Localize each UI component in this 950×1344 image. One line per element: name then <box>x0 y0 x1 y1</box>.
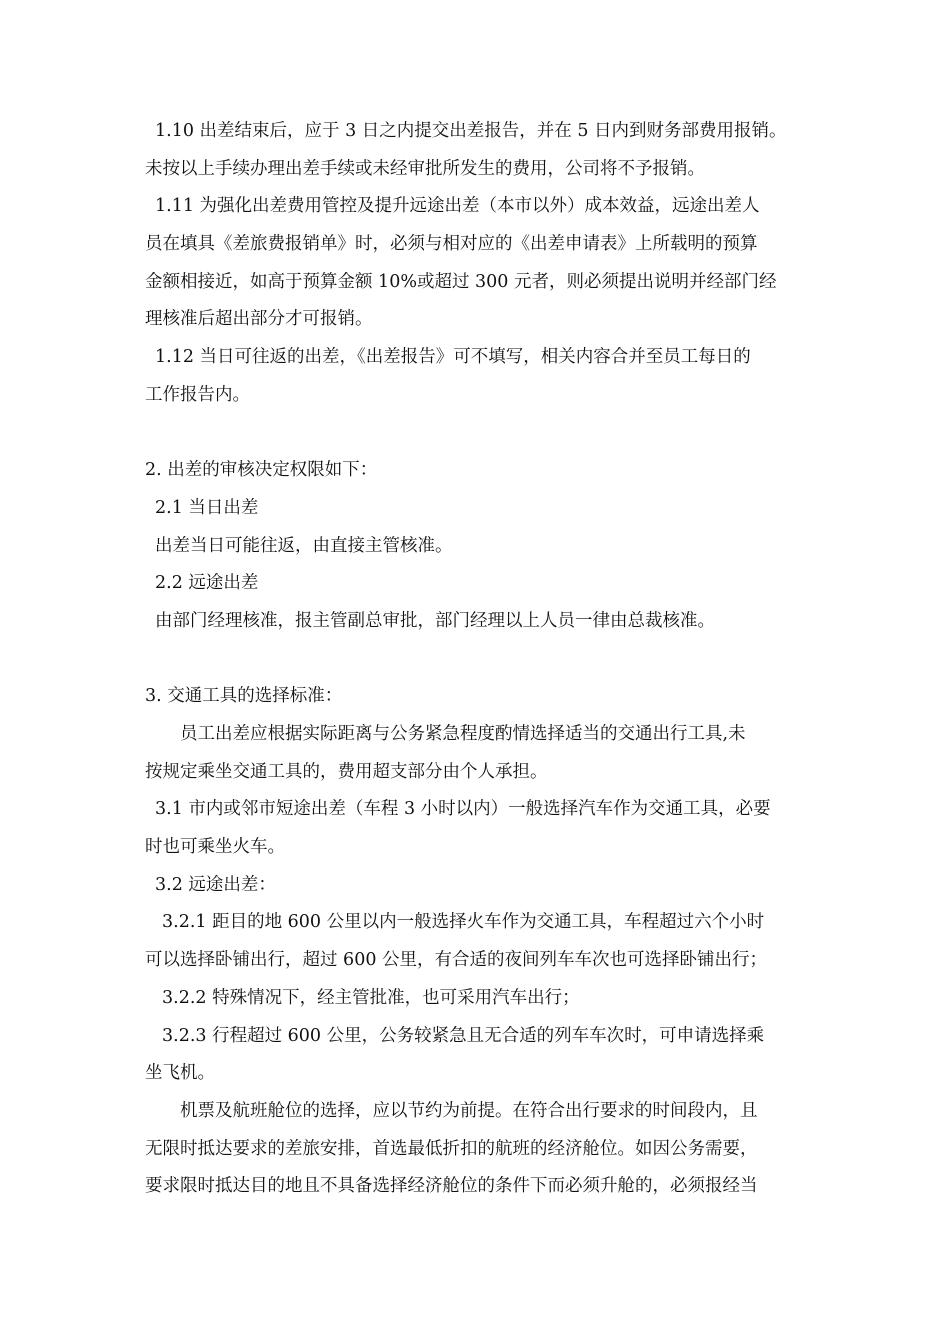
text-line: 工作报告内。 <box>145 384 250 405</box>
text-line: 机票及航班舱位的选择，应以节约为前提。在符合出行要求的时间段内，且 <box>180 1100 758 1121</box>
text-line: 3.2 远途出差： <box>155 874 276 895</box>
text-line: 员工出差应根据实际距离与公务紧急程度酌情选择适当的交通出行工具,未 <box>180 724 746 744</box>
text-line: 由部门经理核准，报主管副总审批，部门经理以上人员一律由总裁核准。 <box>155 610 715 631</box>
text-line: 员在填具《差旅费报销单》时，必须与相对应的《出差申请表》上所载明的预算 <box>145 234 758 255</box>
text-line: 1.11 为强化出差费用管控及提升远途出差（本市以外）成本效益，远途出差人 <box>155 196 760 217</box>
text-line: 3.2.2 特殊情况下，经主管批准，也可采用汽车出行； <box>162 987 580 1008</box>
paragraph-gap <box>145 641 805 679</box>
text-line: 1.12 当日可往返的出差，《出差报告》可不填写，相关内容合并至员工每日的 <box>155 347 751 368</box>
text-line: 金额相接近，如高于预算金额 10%或超过 300 元者，则必须提出说明并经部门经 <box>145 271 777 292</box>
text-line: 可以选择卧铺出行，超过 600 公里，有合适的夜间列车车次也可选择卧铺出行； <box>145 950 768 971</box>
text-line: 2.2 远途出差 <box>155 573 259 594</box>
text-line: 3.2.3 行程超过 600 公里，公务较紧急且无合适的列车车次时，可申请选择乘 <box>162 1025 765 1046</box>
text-line: 时也可乘坐火车。 <box>145 837 285 858</box>
text-line: 要求限时抵达目的地且不具备选择经济舱位的条件下而必须升舱的，必须报经当 <box>145 1176 758 1197</box>
text-line: 无限时抵达要求的差旅安排，首选最低折扣的航班的经济舱位。如因公务需要， <box>145 1138 758 1159</box>
text-line: 未按以上手续办理出差手续或未经审批所发生的费用，公司将不予报销。 <box>145 158 705 179</box>
text-line: 2. 出差的审核决定权限如下： <box>145 460 378 481</box>
text-line: 出差当日可能往返，由直接主管核准。 <box>155 535 453 556</box>
text-line: 3. 交通工具的选择标准： <box>145 686 343 707</box>
text-line: 理核准后超出部分才可报销。 <box>145 309 373 330</box>
text-line: 按规定乘坐交通工具的，费用超支部分由个人承担。 <box>145 761 548 782</box>
text-line: 1.10 出差结束后，应于 3 日之内提交出差报告，并在 5 日内到财务部费用报销。 <box>155 121 787 141</box>
text-line: 坐飞机。 <box>145 1063 215 1084</box>
paragraph-gap <box>145 415 805 453</box>
text-line: 2.1 当日出差 <box>155 497 259 518</box>
document-body <box>145 113 805 1206</box>
text-line: 3.2.1 距目的地 600 公里以内一般选择火车作为交通工具，车程超过六个小时 <box>162 912 765 933</box>
text-line: 3.1 市内或邻市短途出差（车程 3 小时以内）一般选择汽车作为交通工具，必要 <box>155 799 771 820</box>
